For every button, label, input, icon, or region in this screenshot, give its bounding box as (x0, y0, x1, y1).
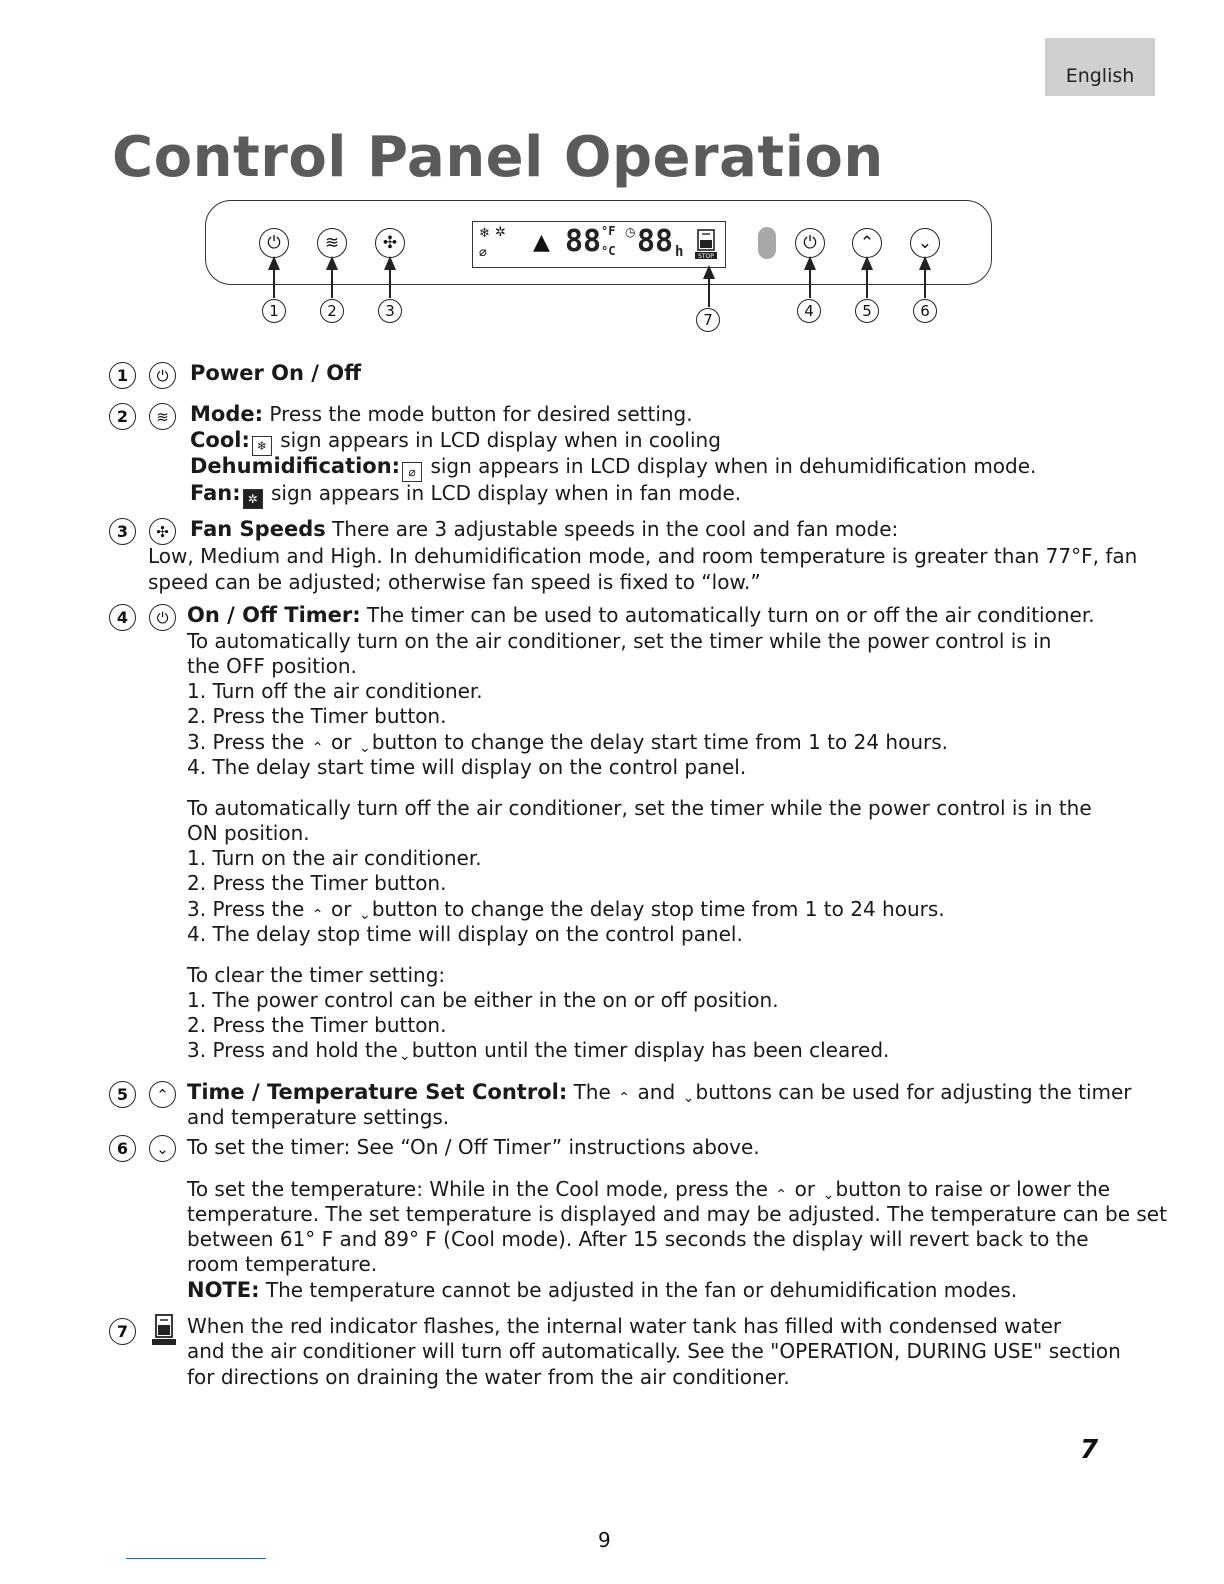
section-4-line1: On / Off Timer: The timer can be used to automatically turn on or off the air conditioner. (187, 603, 1095, 627)
down-icon: ⌄ (149, 1135, 176, 1162)
up-arrow-icon: ⌃ (311, 907, 324, 923)
arrow-2 (331, 268, 333, 298)
section-3-line1: Fan Speeds There are 3 adjustable speeds in the cool and fan mode: (190, 517, 899, 541)
timer-icon: ⏻ (149, 604, 176, 631)
fan-speed-button-icon: ✣ (375, 228, 405, 258)
section-7-line3: for directions on draining the water from the air conditioner. (187, 1365, 790, 1389)
callout-2: 2 (320, 299, 344, 323)
mode-icon: ≋ (149, 403, 176, 430)
lcd-timer: 88 (637, 224, 674, 259)
up-arrow-icon: ⌃ (311, 740, 324, 756)
timer-off-step-3: 3. Press the ⌃ or ⌄button to change the delay stop time from 1 to 24 hours. (187, 897, 945, 923)
down-arrow-icon: ⌄ (358, 907, 371, 923)
timer-off-step-1: 1. Turn on the air conditioner. (187, 846, 482, 870)
section-5-number: 5 (109, 1081, 136, 1108)
section-4-number: 4 (109, 604, 136, 631)
lcd-hour-unit: h (675, 244, 684, 260)
lcd-display (472, 221, 726, 268)
timer-on-intro-1: To automatically turn on the air conditioner, set the timer while the power control is in (187, 629, 1052, 653)
section-6-temp-4: room temperature. (187, 1252, 378, 1276)
page-number: 7 (1080, 1435, 1099, 1465)
page-title: Control Panel Operation (112, 125, 884, 190)
section-1-title: Power On / Off (190, 361, 362, 385)
fan-sign-icon: ✲ (243, 489, 263, 509)
timer-on-intro-2: the OFF position. (187, 654, 357, 678)
language-tab: English (1045, 38, 1155, 96)
lcd-unit-c: °C (601, 244, 616, 258)
section-3-line2: Low, Medium and High. In dehumidification mode, and room temperature is greater than 77°F, fan (148, 544, 1138, 568)
section-2-cool: Cool: ❄ sign appears in LCD display when in cooling (190, 428, 721, 456)
timer-button-icon: ⏻ (795, 228, 825, 258)
cool-mode-icon: ❄ (479, 226, 490, 241)
stop-label: STOP (698, 253, 714, 260)
section-5-line2: and temperature settings. (187, 1105, 450, 1129)
section-6-number: 6 (109, 1135, 136, 1162)
timer-clear-intro: To clear the timer setting: (187, 963, 446, 987)
fan-speed-icon: ✣ (149, 518, 176, 545)
section-7-line1: When the red indicator flashes, the internal water tank has filled with condensed water (187, 1314, 1062, 1338)
arrow-3 (389, 268, 391, 298)
timer-off-step-4: 4. The delay stop time will display on the control panel. (187, 922, 743, 946)
section-1-number: 1 (109, 362, 136, 389)
cool-sign-icon: ❄ (252, 436, 272, 456)
section-3-number: 3 (109, 518, 136, 545)
timer-off-intro-2: ON position. (187, 821, 310, 845)
sheet-number: 9 (598, 1528, 611, 1552)
power-button-icon: ⏻ (259, 228, 289, 258)
section-6-temp-3: between 61° F and 89° F (Cool mode). After 15 seconds the display will revert back to the (187, 1227, 1089, 1251)
arrow-7 (708, 277, 710, 307)
section-6-temp-1: To set the temperature: While in the Cool mode, press the ⌃ or ⌄button to raise or lower the (187, 1177, 1111, 1203)
up-arrow-icon: ⌃ (618, 1090, 631, 1106)
lcd-temp: 88 (565, 224, 602, 259)
callout-1: 1 (262, 299, 286, 323)
dehumidify-mode-icon: ⌀ (479, 245, 487, 260)
callout-4: 4 (797, 299, 821, 323)
fan-mode-icon: ✲ (495, 225, 506, 240)
timer-clear-step-3: 3. Press and hold the⌄button until the timer display has been cleared. (187, 1038, 890, 1064)
lcd-unit-f: °F (601, 224, 616, 238)
section-6-temp-2: temperature. The set temperature is displayed and may be adjusted. The temperature can be set (187, 1202, 1167, 1226)
up-icon: ⌃ (149, 1081, 176, 1108)
section-5-line1: Time / Temperature Set Control: The ⌃ and ⌄buttons can be used for adjusting the timer (187, 1080, 1132, 1106)
section-2-fan: Fan: ✲ sign appears in LCD display when in fan mode. (190, 481, 741, 509)
timer-clear-step-2: 2. Press the Timer button. (187, 1013, 447, 1037)
timer-clear-step-1: 1. The power control can be either in the on or off position. (187, 988, 779, 1012)
section-6-line1: To set the timer: See “On / Off Timer” instructions above. (187, 1135, 760, 1159)
timer-off-step-2: 2. Press the Timer button. (187, 871, 447, 895)
arrow-6 (924, 268, 926, 298)
up-arrow-icon: ⌃ (775, 1187, 788, 1203)
timer-on-step-1: 1. Turn off the air conditioner. (187, 679, 483, 703)
dehumidify-sign-icon: ⌀ (402, 462, 422, 482)
arrow-1 (273, 268, 275, 298)
callout-7: 7 (696, 308, 720, 332)
timer-on-step-2: 2. Press the Timer button. (187, 704, 447, 728)
down-arrow-icon: ⌄ (822, 1187, 835, 1203)
down-arrow-icon: ⌄ (682, 1090, 695, 1106)
section-7-line2: and the air conditioner will turn off automatically. See the "OPERATION, DURING USE" section (187, 1339, 1121, 1363)
down-button-icon: ⌄ (910, 228, 940, 258)
callout-3: 3 (378, 299, 402, 323)
section-3-line3: speed can be adjusted; otherwise fan speed is fixed to “low.” (148, 570, 761, 594)
red-indicator-light (758, 227, 776, 259)
callout-6: 6 (913, 299, 937, 323)
timer-on-step-4: 4. The delay start time will display on the control panel. (187, 755, 747, 779)
water-tank-icon (694, 228, 718, 262)
callout-5: 5 (855, 299, 879, 323)
down-arrow-icon: ⌄ (398, 1048, 411, 1064)
section-2-number: 2 (109, 403, 136, 430)
footer-line (126, 1558, 266, 1559)
section-2-line1: Mode: Press the mode button for desired setting. (190, 402, 693, 426)
arrow-4 (809, 268, 811, 298)
section-6-note: NOTE: The temperature cannot be adjusted in the fan or dehumidification modes. (187, 1278, 1018, 1302)
arrow-5 (866, 268, 868, 298)
timer-on-step-3: 3. Press the ⌃ or ⌄button to change the delay start time from 1 to 24 hours. (187, 730, 949, 756)
section-2-dehumidification: Dehumidification: ⌀ sign appears in LCD display when in dehumidification mode. (190, 454, 1036, 482)
water-tank-full-icon (151, 1313, 177, 1347)
timer-off-intro-1: To automatically turn off the air conditioner, set the timer while the power control is in the (187, 796, 1092, 820)
power-icon: ⏻ (149, 362, 176, 389)
fan-level-icon: ▲ (533, 230, 550, 255)
mode-button-icon: ≋ (317, 228, 347, 258)
down-arrow-icon: ⌄ (358, 740, 371, 756)
section-7-number: 7 (109, 1318, 136, 1345)
up-button-icon: ⌃ (852, 228, 882, 258)
timer-clock-icon: ◷ (625, 225, 636, 239)
